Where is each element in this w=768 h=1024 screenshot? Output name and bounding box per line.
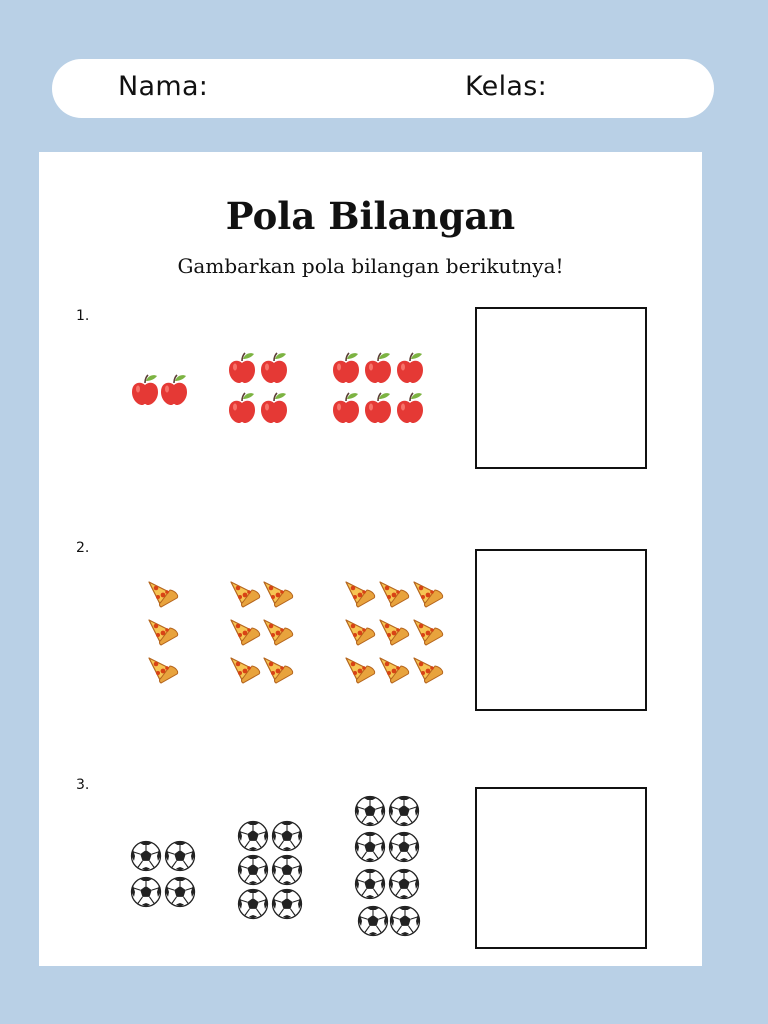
apple-icon <box>259 352 289 384</box>
question-number-3: 3. <box>76 777 90 793</box>
soccer-ball-icon <box>388 795 420 827</box>
pizza-slice-icon <box>411 616 445 646</box>
pizza-slice-icon <box>261 578 295 608</box>
pizza-slice-icon <box>411 578 445 608</box>
soccer-ball-icon <box>354 831 386 863</box>
page-title: Pola Bilangan <box>225 194 516 238</box>
student-info-bar <box>52 59 714 118</box>
soccer-ball-icon <box>130 840 162 872</box>
pizza-slice-icon <box>343 654 377 684</box>
pizza-slice-icon <box>146 654 180 684</box>
answer-box-3[interactable] <box>475 787 647 949</box>
class-label: Kelas: <box>465 71 547 102</box>
soccer-ball-icon <box>237 854 269 886</box>
apple-icon <box>130 374 160 406</box>
soccer-ball-icon <box>389 905 421 937</box>
soccer-ball-icon <box>354 868 386 900</box>
soccer-ball-icon <box>164 840 196 872</box>
pizza-slice-icon <box>411 654 445 684</box>
apple-icon <box>331 392 361 424</box>
soccer-ball-icon <box>271 820 303 852</box>
apple-icon <box>227 352 257 384</box>
soccer-ball-icon <box>271 888 303 920</box>
soccer-ball-icon <box>357 905 389 937</box>
apple-icon <box>259 392 289 424</box>
pizza-slice-icon <box>261 616 295 646</box>
pizza-slice-icon <box>146 616 180 646</box>
soccer-ball-icon <box>271 854 303 886</box>
question-number-2: 2. <box>76 540 90 556</box>
pizza-slice-icon <box>146 578 180 608</box>
question-number-1: 1. <box>76 308 90 324</box>
pizza-slice-icon <box>228 654 262 684</box>
pizza-slice-icon <box>228 616 262 646</box>
instruction-text: Gambarkan pola bilangan berikutnya! <box>177 254 564 278</box>
answer-box-1[interactable] <box>475 307 647 469</box>
pizza-slice-icon <box>343 616 377 646</box>
soccer-ball-icon <box>388 831 420 863</box>
pizza-slice-icon <box>377 616 411 646</box>
pizza-slice-icon <box>228 578 262 608</box>
soccer-ball-icon <box>164 876 196 908</box>
apple-icon <box>363 352 393 384</box>
pizza-slice-icon <box>377 578 411 608</box>
apple-icon <box>363 392 393 424</box>
apple-icon <box>159 374 189 406</box>
soccer-ball-icon <box>388 868 420 900</box>
pizza-slice-icon <box>377 654 411 684</box>
pizza-slice-icon <box>343 578 377 608</box>
apple-icon <box>395 392 425 424</box>
soccer-ball-icon <box>354 795 386 827</box>
apple-icon <box>395 352 425 384</box>
soccer-ball-icon <box>237 820 269 852</box>
apple-icon <box>331 352 361 384</box>
worksheet <box>39 152 702 966</box>
name-label: Nama: <box>118 71 209 102</box>
soccer-ball-icon <box>237 888 269 920</box>
answer-box-2[interactable] <box>475 549 647 711</box>
apple-icon <box>227 392 257 424</box>
soccer-ball-icon <box>130 876 162 908</box>
pizza-slice-icon <box>261 654 295 684</box>
